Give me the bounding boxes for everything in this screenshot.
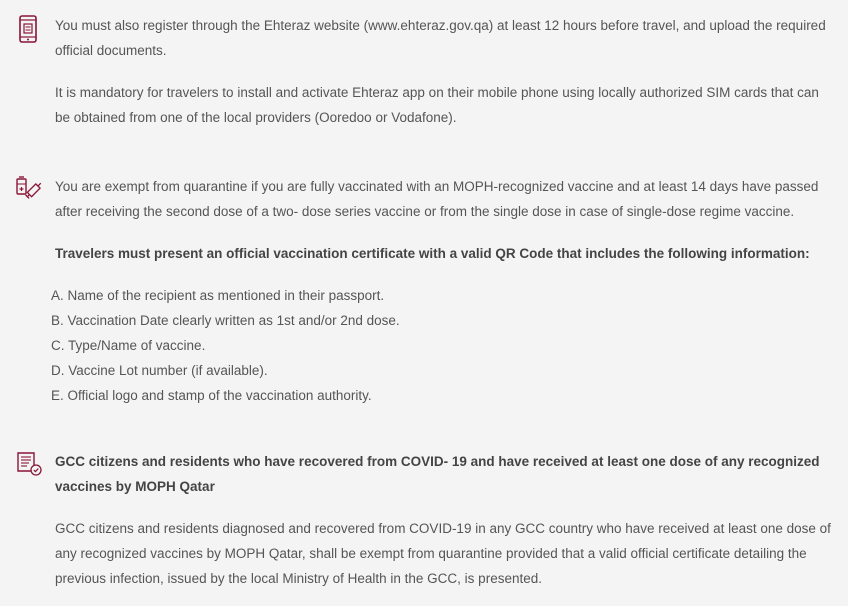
mobile-phone-icon	[16, 14, 46, 44]
list-item: A. Name of the recipient as mentioned in their passport.	[51, 288, 385, 303]
list-item: C. Type/Name of vaccine.	[51, 338, 206, 353]
certificate-document-icon	[16, 449, 46, 479]
list-item: E. Official logo and stamp of the vaccination authority.	[51, 388, 372, 403]
gcc-recovered-heading: GCC citizens and residents who have recovered from COVID- 19 and have received at least one dose of any recognized vaccines by MOPH Qatar	[55, 454, 820, 494]
ehteraz-app-paragraph: It is mandatory for travelers to install and activate Ehteraz app on their mobile phone using locally authorized SIM cards that can be obtained from one of the local providers (Ooredoo or Vodafone).	[55, 85, 819, 125]
gcc-exemption-paragraph: GCC citizens and residents diagnosed and recovered from COVID-19 in any GCC country who have received at least one dose of any recognized vaccines by MOPH Qatar, shall be exempt from quarantine provided that a valid official certificate detailing the previous infection, issued by the local Ministry of Health in the GCC, is presented.	[55, 521, 831, 586]
list-item: D. Vaccine Lot number (if available).	[51, 363, 268, 378]
vaccination-exempt-paragraph: You are exempt from quarantine if you are fully vaccinated with an MOPH-recognized vaccine and at least 14 days have passed after receiving the second dose of a two- dose series vaccine or from the single dose in case of single-dose regime vaccine.	[55, 179, 819, 219]
list-item: B. Vaccination Date clearly written as 1st and/or 2nd dose.	[51, 313, 400, 328]
vaccine-syringe-icon	[14, 174, 44, 204]
certificate-requirements-list	[51, 283, 831, 408]
certificate-requirements-heading: Travelers must present an official vaccination certificate with a valid QR Code that includes the following information:	[55, 246, 810, 261]
ehteraz-register-paragraph: You must also register through the Ehteraz website (www.ehteraz.gov.qa) at least 12 hours before travel, and upload the required official documents.	[55, 18, 826, 58]
